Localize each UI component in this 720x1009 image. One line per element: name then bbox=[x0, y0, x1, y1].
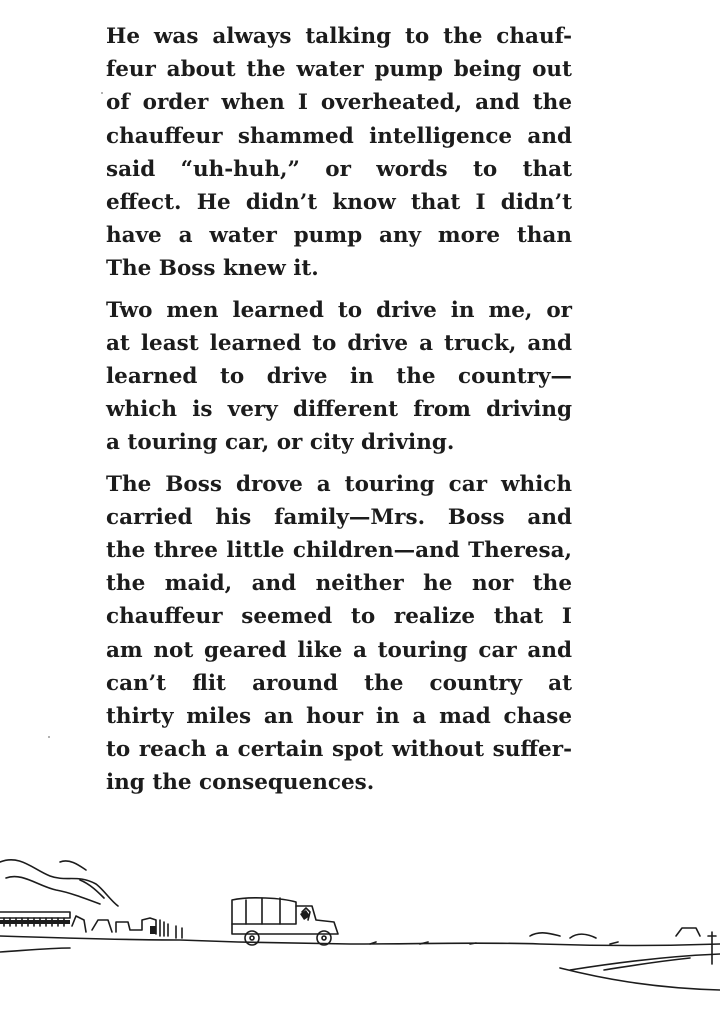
shrubs-right bbox=[530, 933, 596, 938]
text-line: have a water pump any more than bbox=[106, 223, 572, 249]
ground-line bbox=[0, 948, 70, 952]
text-line: a touring car, or city driving. bbox=[106, 430, 455, 456]
truck-landscape-illustration bbox=[0, 840, 720, 1009]
paragraph-touring-car bbox=[106, 468, 572, 800]
text-line: learned to drive in the country— bbox=[106, 364, 572, 390]
text-line: which is very different from driving bbox=[106, 397, 572, 423]
text-line: effect. He didn’t know that I didn’t bbox=[106, 190, 572, 216]
text-line: chauffeur seemed to realize that I bbox=[106, 604, 572, 630]
truck-body bbox=[232, 898, 296, 924]
truck-canvas-ribs bbox=[246, 898, 280, 924]
text-line: to reach a certain spot without suffer- bbox=[106, 737, 572, 763]
paragraph-water-pump bbox=[106, 20, 572, 286]
text-line: said “uh-huh,” or words to that bbox=[106, 156, 572, 182]
scan-speck bbox=[48, 736, 50, 738]
road-line bbox=[570, 954, 720, 970]
post-right bbox=[708, 932, 716, 964]
factory-roof bbox=[0, 912, 70, 918]
smoke-plume bbox=[60, 861, 86, 870]
text-line: carried his family—Mrs. Boss and bbox=[106, 504, 572, 530]
text-line: The Boss drove a touring car which bbox=[106, 471, 572, 497]
text-line: the three little children—and Theresa, bbox=[106, 538, 572, 564]
text-line: of order when I overheated, and the bbox=[106, 90, 572, 116]
text-line: The Boss knew it. bbox=[106, 256, 319, 282]
truck-cab bbox=[232, 906, 338, 934]
scan-speck bbox=[101, 92, 103, 94]
text-line: feur about the water pump being out bbox=[106, 57, 572, 83]
house-right bbox=[676, 928, 700, 936]
text-line: ing the consequences. bbox=[106, 770, 375, 796]
fence-posts bbox=[160, 920, 182, 938]
paragraph-learned-to-drive bbox=[106, 294, 572, 460]
text-line: the maid, and neither he nor the bbox=[106, 571, 572, 597]
body-text bbox=[106, 20, 572, 808]
text-line: Two men learned to drive in me, or bbox=[106, 297, 572, 323]
hill-left bbox=[0, 860, 118, 906]
text-line: chauffeur shammed intelligence and bbox=[106, 123, 572, 149]
road-line bbox=[560, 968, 720, 990]
village-houses bbox=[72, 916, 112, 932]
text-line: can’t flit around the country at bbox=[106, 670, 572, 696]
text-line: He was always talking to the chauf- bbox=[106, 24, 572, 49]
text-line: thirty miles an hour in a mad chase bbox=[106, 704, 572, 730]
text-line: am not geared like a touring car and bbox=[106, 637, 572, 663]
text-line: at least learned to drive a truck, and bbox=[106, 330, 572, 356]
